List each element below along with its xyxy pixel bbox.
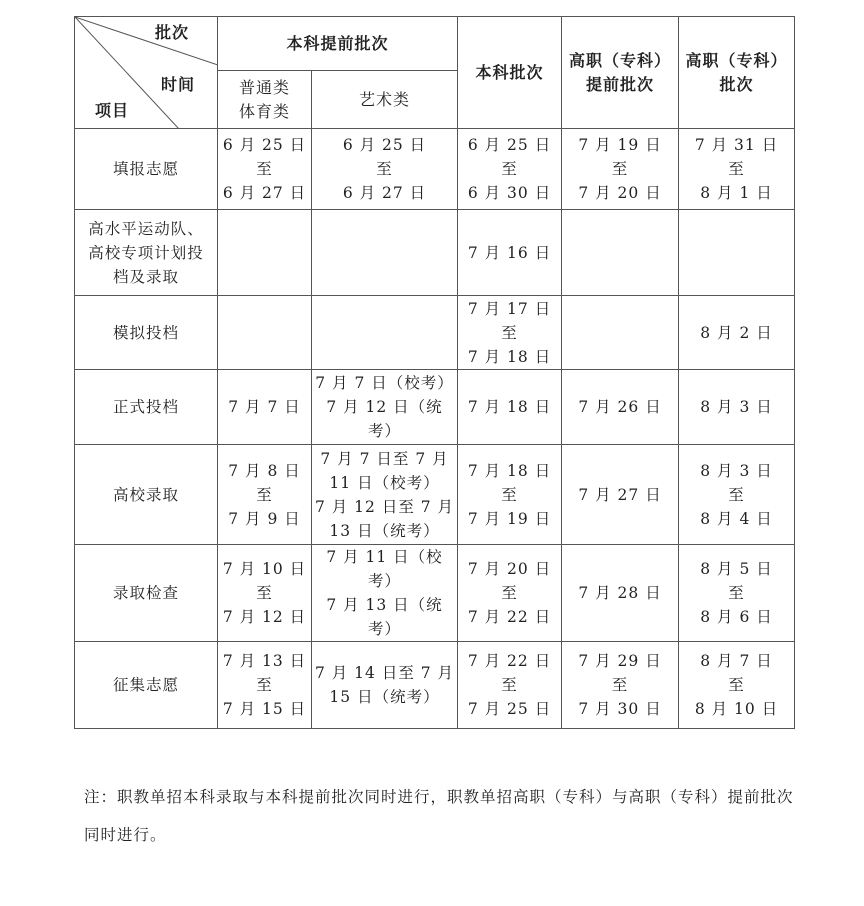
header-voc-early: 高职（专科） 提前批次 xyxy=(562,17,679,129)
table-cell: 7 月 17 日 至 7 月 18 日 xyxy=(458,296,562,370)
table-cell: 6 月 25 日 至 6 月 27 日 xyxy=(218,129,312,210)
row-label: 征集志愿 xyxy=(75,642,218,729)
table-cell: 7 月 28 日 xyxy=(562,545,679,642)
table-cell: 7 月 18 日 xyxy=(458,370,562,445)
row-label: 模拟投档 xyxy=(75,296,218,370)
header-early-undergrad: 本科提前批次 xyxy=(218,17,458,71)
schedule-body xyxy=(75,129,795,729)
table-cell: 7 月 7 日 xyxy=(218,370,312,445)
table-cell xyxy=(218,210,312,296)
table-cell xyxy=(218,296,312,370)
row-label: 高水平运动队、 高校专项计划投 档及录取 xyxy=(75,210,218,296)
header-art: 艺术类 xyxy=(312,71,458,129)
table-cell: 8 月 3 日 至 8 月 4 日 xyxy=(679,445,795,545)
row-label: 录取检查 xyxy=(75,545,218,642)
table-cell: 7 月 29 日 至 7 月 30 日 xyxy=(562,642,679,729)
table-cell: 6 月 25 日 至 6 月 27 日 xyxy=(312,129,458,210)
table-cell xyxy=(312,210,458,296)
table-row xyxy=(75,642,795,729)
table-row xyxy=(75,445,795,545)
table-cell: 7 月 27 日 xyxy=(562,445,679,545)
table-row xyxy=(75,296,795,370)
table-row xyxy=(75,545,795,642)
table-cell: 7 月 13 日 至 7 月 15 日 xyxy=(218,642,312,729)
footnote: 注：职教单招本科录取与本科提前批次同时进行，职教单招高职（专科）与高职（专科）提前批次同时进行。 xyxy=(84,788,794,844)
table-cell xyxy=(312,296,458,370)
table-cell: 7 月 16 日 xyxy=(458,210,562,296)
table-cell: 6 月 25 日 至 6 月 30 日 xyxy=(458,129,562,210)
table-cell: 7 月 19 日 至 7 月 20 日 xyxy=(562,129,679,210)
table-cell: 7 月 11 日（校考） 7 月 13 日（统考） xyxy=(312,545,458,642)
table-cell: 7 月 7 日至 7 月 11 日（校考） 7 月 12 日至 7 月 13 日（统考） xyxy=(312,445,458,545)
table-row xyxy=(75,129,795,210)
row-label: 填报志愿 xyxy=(75,129,218,210)
table-cell xyxy=(562,296,679,370)
corner-time-label: 时间 xyxy=(160,75,195,94)
table-cell: 7 月 10 日 至 7 月 12 日 xyxy=(218,545,312,642)
table-cell: 7 月 20 日 至 7 月 22 日 xyxy=(458,545,562,642)
table-cell: 7 月 31 日 至 8 月 1 日 xyxy=(679,129,795,210)
table-cell: 7 月 18 日 至 7 月 19 日 xyxy=(458,445,562,545)
header-corner xyxy=(75,17,218,129)
row-label: 正式投档 xyxy=(75,370,218,445)
table-cell: 8 月 5 日 至 8 月 6 日 xyxy=(679,545,795,642)
table-cell: 7 月 14 日至 7 月 15 日（统考） xyxy=(312,642,458,729)
table-row xyxy=(75,210,795,296)
row-label: 高校录取 xyxy=(75,445,218,545)
table-cell: 8 月 3 日 xyxy=(679,370,795,445)
table-cell: 7 月 22 日 至 7 月 25 日 xyxy=(458,642,562,729)
corner-item-label: 项目 xyxy=(95,101,130,120)
table-cell: 8 月 2 日 xyxy=(679,296,795,370)
header-undergrad: 本科批次 xyxy=(458,17,562,129)
table-cell: 7 月 8 日 至 7 月 9 日 xyxy=(218,445,312,545)
table-cell xyxy=(679,210,795,296)
table-cell xyxy=(562,210,679,296)
table-cell: 8 月 7 日 至 8 月 10 日 xyxy=(679,642,795,729)
table-cell: 7 月 7 日（校考） 7 月 12 日（统考） xyxy=(312,370,458,445)
header-sports: 普通类 体育类 xyxy=(218,71,312,129)
header-voc: 高职（专科） 批次 xyxy=(679,17,795,129)
table-row xyxy=(75,370,795,445)
table-cell: 7 月 26 日 xyxy=(562,370,679,445)
corner-batch-label: 批次 xyxy=(154,23,189,42)
admission-schedule-table xyxy=(74,16,795,729)
